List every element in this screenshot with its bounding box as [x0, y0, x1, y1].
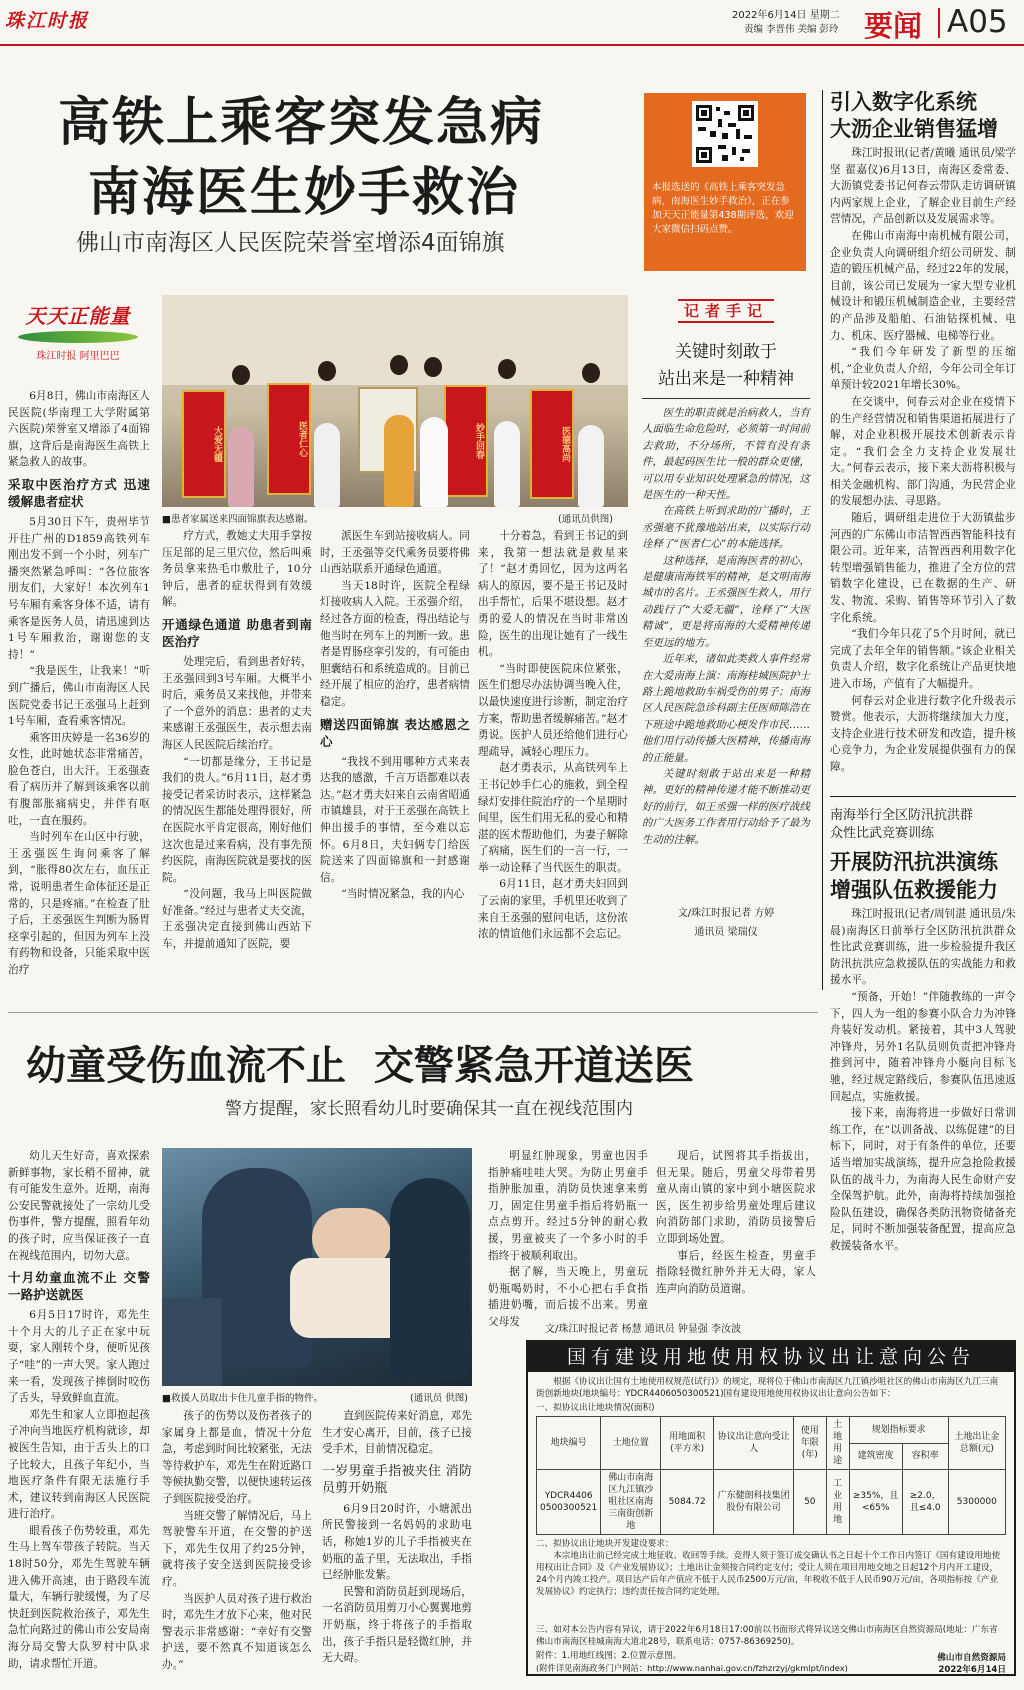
note-title-2: 站出来是一种精神 — [658, 369, 794, 389]
story2-col4: 明显红肿现象，男童也因手指肿痛哇哇大哭。为防止男童手指肿胀加重，消防员快速拿来剪刀，固定住男童手指后将奶瓶一点点剪开。经过5分钟的耐心救援，男童被夹了一个多小时的手指终于被顺利取出。 据了解，当天晚上，男童玩奶瓶喝奶时，不小心把右手食指插进奶嘴，而后拔不出来。男童父母发 — [488, 1150, 648, 1328]
story2-col5: 现后，试图将其手指拔出，但无果。随后，男童父母带着男童从南山镇的家中到小塘医院求医，医生初步给男童处理后建议向消防部门求助，消防员接警后立即到场处置。 事后，经医生检查，男童手指除轻微红肿外并无大碍，家人连声向消防员道谢。 — [656, 1150, 816, 1295]
banner-1: 大爱无疆 — [182, 390, 226, 498]
right-headline-1: 引入数字化系统 — [830, 90, 977, 114]
story1-col1: 6月8日，佛山市南海区人民医院(华南理工大学附属第六医院)荣誉室又增添了4面锦旗，这背后是南海医生高铁上紧急救人的故事。 采取中医治疗方式 迅速缓解患者症状 5月30日下午，贵州毕节开往广州的D1859高铁列车刚出发不到一个小时，列车广播突然紧急呼叫：“各位旅客朋友们，大家好！本次列车1号车厢有乘客身体不适，请有乘客是医务人员，请迅速到达1号车厢救治，谢谢您的支持！” “我是医生，让我来！”听到广播后，佛山市南海区人民医院党委书记王丞强马上赶到1号车厢，查看乘客情况。 乘客田庆婷是一名36岁的女性，此时她状态非常痛苦，脸色苍白，出大汗。王丞强查看了病历并了解到该乘客以前有腹部胀痛病史，并伴有呕吐，一直在服药。 当时列车在山区中行驶，王丞强医生询问乘客了解到，“胀得80次左右，血压正常，说明患者生命体征还是正常的，只是疼痛。”在检查了肚子后，王丞强医生判断为肠胃痉挛引起的，但因为列车上没有药物和设备，只能采取中医治疗 — [8, 390, 150, 976]
notice-attachments: 附件：1.用地红线图；2.位置示意图。 — [536, 1651, 682, 1661]
story2-photo-caption: ■救援人员取出卡住儿童手指的物件。 — [162, 1393, 323, 1404]
notice-website[interactable]: (附件详见南海政务门户网站：http://www.nanhai.gov.cn/fzhzrzyj/gkmlpt/index) — [536, 1663, 848, 1673]
banner-4: 医德高尚 — [530, 389, 574, 499]
rule-note-right — [822, 90, 823, 990]
section-title: 要闻 — [864, 9, 923, 43]
reporter-note — [642, 300, 810, 965]
story2-byline: 文/珠江时报记者 杨慧 通讯员 钟显强 李汝波 — [545, 1324, 742, 1335]
qr-box-text: 本报选送的《高铁上乘客突发急病，南海医生妙手救治》，正在参加天天正能量第438期评选，欢迎大家微信扫码点赞。 — [652, 182, 794, 235]
story1-col4: 十分着急，看到王书记的到来，我第一想法就是救星来了！”赵才勇回忆，因为这两名病人的原因，要不是王书记及时出手帮忙，后果不堪设想。赵才勇的爱人的情况在当时非常凶险，医生的出现让她有了一线生机。 “当时即使医院床位紧张，医生们想尽办法协调当晚入住，以最快速度进行诊断，制定治疗方案，帮助患者缓解痛苦。”赵才勇说。医护人员还给他们进行心理疏导，减轻心理压力。 赵才勇表示，从高铁列车上王书记妙手仁心的施救，到全程绿灯安排住院治疗的一个星期时间里，医生们用无私的爱心和精湛的医术帮助他们，为妻子解除了病痛，医生们的一言一行，一举一动诠释了当代医生的职责。 6月11日，赵才勇夫妇回到了云南的家里，手机里还收到了来自王丞强的慰问电话，这份浓浓的情谊他们永远都不会忘记。 — [478, 530, 628, 941]
notice-section-2: 二、拟协议出让地块开发建设要求： — [536, 1539, 674, 1549]
story1-col2: 疗方式，教她丈夫用手掌按压足部的足三里穴位，然后叫乘务员拿来热毛巾敷肚子，10分钟后，患者的症状得到有效缓解。 开通绿色通道 助患者到南医治疗 处理完后，看到患者好转，王丞强回到3号车厢。大概半小时后，乘务员又来找他，并带来了一个意外的消息：患者的丈夫来感谢王丞强医生，表示想去南海区人民医院后续治疗。 “一切都是缘分，王书记是我们的贵人。”6月11日，赵才勇接受记者采访时表示，这样紧急的情况医生都能处理得很好，所在医院水平肯定很高，刚好他们这次也是过来看病，没有事先预约医院，南海医院就是要找的医院。 “没问题，我马上叫医院做好准备。”经过与患者丈夫交流，王丞强决定直接到佛山西站下车，并提前通知了医院，要 — [162, 530, 312, 951]
masthead-rule — [0, 44, 1024, 46]
story1-subhead-3: 赠送四面锦旗 表达感恩之心 — [320, 716, 470, 749]
masthead — [0, 0, 1024, 48]
logo-swoosh-icon — [18, 331, 138, 343]
story2-top-rule — [8, 1012, 818, 1013]
notice-intro: 根据《协议出让国有土地使用权规范(试行)》的规定，现将位于佛山市南海区九江镇沙咀社区的佛山市南海区九江三南街创新地块(地块编号：YDCR4406050300521)国有建设用地使用权协议出让意向公告如下： — [536, 1377, 999, 1399]
story1-headline-line2: 南海医生妙手救治 — [88, 163, 521, 223]
table-row: YDCR4406 0500300521 佛山市南海区九江镇沙咀社区南海三南街创新地 5084.72 广东健朗科技集团股份有限公司 50 工业用地 ≥35%，且<65% ≥2.0，且≤4.0 5300000 — [537, 1470, 1006, 1535]
story1-subheadline: 佛山市南海区人民医院荣誉室增添4面锦旗 — [76, 230, 505, 256]
logo-subtitle: 珠江时报 阿里巴巴 — [36, 351, 120, 362]
note-byline-2: 通讯员 梁瑞仪 — [694, 927, 758, 938]
note-rule — [642, 398, 810, 399]
right-headline-2: 大沥企业销售猛增 — [830, 117, 998, 141]
notice-title: 国有建设用地使用权协议出让意向公告 — [528, 1342, 1014, 1372]
story2-col3: 直到医院传来好消息，邓先生才安心离开，目前，孩子已接受手术，目前情况稳定。 一岁男童手指被夹住 消防员剪开奶瓶 6月9日20时许，小塘派出所民警接到一名妈妈的求助电话，称她1岁的儿子手指被夹在奶瓶的盖子里，无法取出，手指已经肿胀发紫。 民警和消防员赶到现场后，一名消防员用剪刀小心翼翼地剪开奶瓶，终于将孩子的手指取出，孩子手指只是轻微红肿，并无大碍。 — [322, 1410, 472, 1665]
story2-subheadline: 警方提醒，家长照看幼儿时要确保其一直在视线范围内 — [225, 1099, 633, 1119]
story1-headline-line1: 高铁上乘客突发急病 — [58, 93, 545, 153]
note-title-1: 关键时刻敢于 — [675, 342, 777, 362]
masthead-logo: 珠江时报 — [5, 10, 90, 32]
masthead-date: 2022年6月14日 星期二 — [732, 10, 840, 21]
note-label: 记者手记 — [642, 300, 810, 321]
page-number: A05 — [947, 4, 1008, 40]
banner-3: 妙手回春 — [444, 385, 488, 497]
note-body: 医生的职责就是治病救人，当有人面临生命危险时，必须第一时间前去救助，不分场所，不管有没有条件，最起码医生比一般的群众更懂，可以用专业知识处理紧急的情况，这是医生的一种天性。 在高铁上听到求助的广播时，王丞强毫不犹豫地站出来，以实际行动诠释了“医者仁心”的本能选择。 这种选择，是南海医者的初心，是健康南海铁军的精神，是文明南海城市的名片。王丞强医生救人，用行动践行了“大爱无疆”，诠释了“大医精诚”，更是将南海的大爱精神传递至更远的地方。 近年来，诸如此类救人事件经常在大爱南海上演：南海桂城医院护士路上跪地救助车祸受伤的男子；南海区人民医院急诊科副主任医师陈浩在下班途中跪地救助心梗发作市民……他们用行动传播大医精神，传播南海的正能量。 关键时刻敢于站出来是一种精神。更好的精神传递才能不断推动更好的前行，如王丞强一样的医疗战线的广大医务工作者用行动给予了最为生动的注解。 — [642, 407, 810, 846]
logo-title: 天天正能量 — [25, 304, 131, 328]
land-notice — [526, 1340, 1016, 1676]
masthead-divider — [938, 8, 940, 38]
right-headline-3: 开展防汛抗洪演练 — [830, 850, 998, 874]
story2-photo-credit: (通讯员 供图) — [410, 1393, 468, 1404]
story1-subhead-1: 采取中医治疗方式 迅速缓解患者症状 — [8, 476, 150, 509]
positive-energy-logo — [8, 300, 148, 370]
story2-headline: 幼童受伤血流不止 交警紧急开道送医 — [26, 1043, 694, 1089]
story2-photo — [162, 1148, 472, 1386]
right-kicker-1: 南海举行全区防汛抗洪群 — [830, 808, 974, 823]
story1-subhead-2: 开通绿色通道 助患者到南医治疗 — [162, 616, 312, 649]
notice-date: 2022年6月14日 — [938, 1665, 1006, 1675]
story1-photo-caption: ■患者家属送来四面锦旗表达感谢。 — [162, 514, 314, 525]
story1-col3: 派医生车到站接收病人。同时，王丞强等交代乘务员要将佛山西站联系开通绿色通道。 当天18时许，医院全程绿灯接收病人入院。王丞强介绍，经过各方面的检查，得出结论与他当时在列车上的判断一致。患者是胃肠痉挛引发的，有可能由胆囊结石和系统造成的。目前已经开展了相应的治疗，患者病情稳定。 赠送四面锦旗 表达感恩之心 “我找不到用哪种方式来表达我的感激，千言万语都难以表达。”赵才勇夫妇来自云南省昭通市镇雄县，对于王丞强在高铁上伸出援手的事情，至今难以忘怀。6月8日，夫妇俩专门给医院送来了四面锦旗和一封感谢信。 “当时情况紧急，我的内心 — [320, 530, 470, 901]
notice-section-1: 一、拟协议出让地块情况(面积) — [536, 1403, 655, 1413]
notice-section-3: 三、如对本公告内容有异议，请于2022年6月18日17:00前以书面形式将异议送交佛山市南海区自然资源局(地址：广东省佛山市南海区桂城南海大道北28号，联系电话：0757-86369250)。 — [536, 1625, 998, 1647]
story2-subhead-1: 十月幼童血流不止 交警一路护送就医 — [8, 1270, 150, 1303]
notice-table: 地块编号 土地位置 用地面积(平方米) 协议出让意向受让人 使用年限(年) 土地用途 规划指标要求 土地出让金总额(元) 建筑密度 容积率 YDCR4406 0500300521 佛山市南海区九江镇沙咀社区南海三南街创新地 5084.72 广东健朗科技集团股份有限公司 50 工业用地 ≥35%，且<65% ≥2.0，且≤4.0 5300000 — [536, 1416, 1006, 1535]
right-kicker-2: 众性比武竞赛训练 — [830, 826, 935, 841]
note-byline: 文/珠江时报记者 方婷 — [677, 908, 775, 919]
masthead-editors: 责编 李晋伟 美编 彭玲 — [744, 24, 839, 35]
qr-code-icon[interactable] — [692, 101, 758, 167]
right-story2-body: 珠江时报讯(记者/周钊湛 通讯员/朱晨)南海区日前举行全区防汛抗洪群众性比武竞赛训练，进一步检验提升我区防汛抗洪应急救援队伍的实战能力和救援水平。 “预备，开始！”伴随教练的一声令下，四人为一组的参赛小队合力为冲锋舟装好发动机。紧接着，其中3人驾驶冲锋舟，另外1名队员则负责把冲锋舟推到河中，随着冲锋舟小艇向目标飞驰，经过规定路线后，参赛队伍迅速返回起点，实施救援。 接下来，南海将进一步做好日常训练工作，在“以训备战、以练促建”的目标下，同时，对于有条件的单位，还要适当增加实战演练，提升应急抢险救援队伍的战斗力，为南海人民生命财产安全保驾护航。此外，南海将持续加强抢险队伍建设，确保各类防汛物资储备充足，同时不断加强装备配置，提高应急救援装备水平。 — [830, 908, 1016, 1252]
right-divider — [830, 796, 1016, 797]
banner-2: 医者仁心 — [267, 383, 311, 495]
story1-photo — [162, 295, 628, 507]
right-headline-4: 增强队伍救援能力 — [830, 878, 998, 902]
story2-col2: 孩子的伤势以及伤者孩子的家属身上都是血，情况十分危急，考虑到时间比较紧张，无法等待救护车，邓先生在附近路口等候执勤交警，以便快速转运孩子到医院接受治疗。 当班交警了解情况后，马上驾驶警车开道，在交警的护送下，邓先生仅用了约25分钟，就将孩子安全送到医院接受诊疗。 当医护人员对孩子进行救治时，邓先生才放下心来，他对民警表示非常感谢：“幸好有交警护送，要不然真不知道该怎么办。” — [162, 1410, 312, 1671]
story1-photo-credit: (通讯员供图) — [558, 514, 613, 525]
story1-lead: 6月8日，佛山市南海区人民医院(华南理工大学附属第六医院)荣誉室又增添了4面锦旗，这背后是南海医生高铁上紧急救人的故事。 — [8, 390, 150, 469]
qr-box — [644, 93, 806, 271]
notice-table-header: 地块编号 土地位置 用地面积(平方米) 协议出让意向受让人 使用年限(年) 土地用途 规划指标要求 土地出让金总额(元) — [537, 1417, 1006, 1444]
notice-body: 本宗地出让前已经完成土地征收、收回等手续。竞得人须于签订成交确认书之日起十个工作日内签订《国有建设用地使用权出让合同》及《产业发展协议》；土地出让金须按合同约定支付；受让人须在项目用地交地之日起12个月内开工建设，24个月内竣工投产。项目达产后年产值应不低于人民币2500万元/亩，年税收不低于人民币90万元/亩，各项指标按《产业发展协议》约定执行；违约责任按合同约定处理。 — [536, 1551, 1001, 1597]
notice-org: 佛山市自然资源局 — [937, 1653, 1006, 1663]
story2-subhead-2: 一岁男童手指被夹住 消防员剪开奶瓶 — [322, 1463, 472, 1496]
right-story1-body: 珠江时报讯(记者/黄曦 通讯员/梁学坚 翟嘉仪)6月13日，南海区委常委、大沥镇党委书记何春云带队走访调研镇内两家规上企业，了解企业目前生产经营情况，产品创新以及发展需求等。 在佛山市南海中南机械有限公司，企业负责人向调研组介绍公司研发、制造的锻压机械产品，经过22年的发展，目前，该公司已发展为一家大型专业机械设计和锻压机械制造企业，主要经营的产品涉及船舶、石油钻探机械、电力、机床、医疗器械、电梯等行业。 “我们今年研发了新型的压缩机，”企业负责人介绍，今年公司全年订单预计较2021年增长30%。 在交谈中，何春云对企业在疫情下的生产经营情况和销售渠道拓展进行了解，对企业积极开展技术创新表示肯定。“我们会全力支持企业发展壮大。”何春云表示，接下来大沥将积极与相关金融机构、部门沟通，为民营企业的发展想办法、寻思路。 随后，调研组走进位于大沥镇盐步河西的广东佛山市洁智西西智能科技有限公司。近年来，洁智西西利用数字化转型增强销售能力，推进了全方位的营销数字化建设，已在数据的生产、研发、物流、采购、销售等环节引入了数字化系统。 “我们今年只花了5个月时间，就已完成了去年全年的销售额。”该企业相关负责人介绍，数字化系统让产品更快地进入市场，产值有了大幅提升。 何春云对企业进行数字化升级表示赞赏。他表示，大沥将继续加大力度，支持企业进行技术研发和改造，提升核心竞争力，为企业发展提供强有力的保障。 — [830, 147, 1016, 773]
story2-col1: 幼儿天生好奇，喜欢探索新鲜事物，家长稍不留神，就有可能发生意外。近期，南海公安民警就接处了一宗幼儿受伤事件，警方提醒，照看年幼的孩子时，应当保证孩子一直在视线范围内，切勿大意。 十月幼童血流不止 交警一路护送就医 6月5日17时许，邓先生十个月大的儿子正在家中玩耍，家人刚转个身，便听见孩子“哇”的一声大哭。家人跑过来一看，发现孩子摔倒时咬伤了舌头，导致鲜血直流。 邓先生和家人立即抱起孩子冲向当地医疗机构就诊，却被医生告知，由于舌头上的口子比较大，且孩子年纪小，当地医疗条件有限无法施行手术，建议转到南海区人民医院进行治疗。 眼看孩子伤势较重，邓先生马上驾车带孩子转院。当天18时50分，邓先生驾驶车辆进入佛开高速，由于路段车流量大，车辆行驶缓慢，为了尽快赶到医院救治孩子，邓先生急忙向路过的佛山市公安局南海分局交警大队罗村中队求助，请求帮忙开道。 — [8, 1150, 150, 1670]
